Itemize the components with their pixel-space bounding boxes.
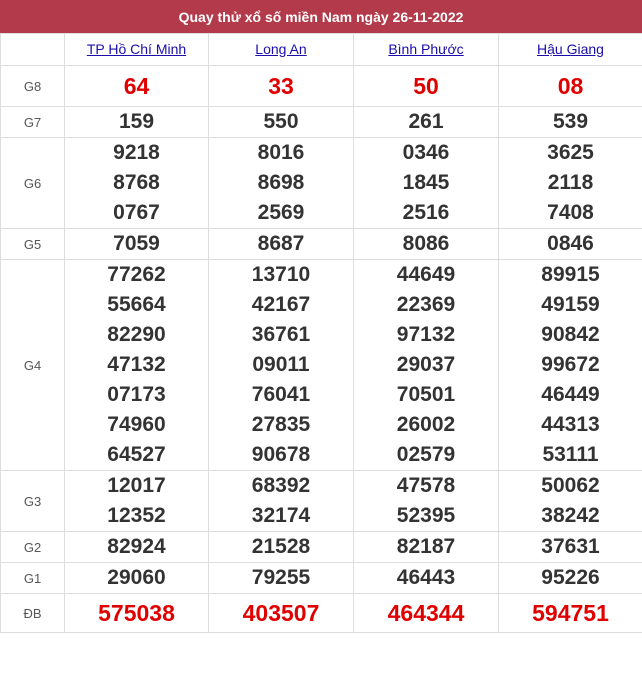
prize-row-g1 (1, 563, 642, 594)
prize-label: G5 (1, 229, 65, 260)
results-title: Quay thử xổ số miền Nam ngày 26-11-2022 (0, 0, 642, 33)
prize-number: 8698 (257, 171, 305, 194)
prize-number: 82290 (107, 323, 166, 346)
prize-number: 2516 (402, 201, 450, 224)
prize-number: 7059 (113, 232, 160, 255)
prize-number: 50062 (541, 474, 600, 497)
prize-number: 2118 (547, 171, 594, 194)
prize-number: 1845 (402, 171, 450, 194)
prize-number: 8687 (257, 232, 305, 255)
prize-number: 55664 (107, 293, 166, 316)
prize-row-g5 (1, 229, 642, 260)
prize-label: G8 (1, 66, 65, 107)
prize-number: 7408 (547, 201, 594, 224)
prize-row-g8 (1, 66, 642, 107)
prize-number: 64527 (107, 443, 166, 466)
prize-number: 64 (123, 73, 150, 99)
prize-number: 95226 (541, 566, 600, 589)
province-header-row (1, 34, 642, 66)
prize-number: 261 (408, 110, 444, 133)
prize-label: G4 (1, 260, 65, 471)
province-link-binh-phuoc[interactable]: Bình Phước (388, 40, 464, 57)
prize-number: 99672 (541, 353, 600, 376)
prize-number: 9218 (113, 141, 160, 164)
prize-number: 26002 (396, 413, 456, 436)
prize-row-g4 (1, 260, 642, 471)
prize-number: 539 (552, 110, 589, 133)
prize-number: 550 (263, 110, 299, 133)
corner-cell (1, 34, 65, 66)
prize-number: 44313 (541, 413, 600, 436)
prize-number: 82924 (107, 535, 166, 558)
prize-number: 08 (557, 73, 584, 99)
prize-number: 49159 (541, 293, 600, 316)
prize-number: 12352 (107, 504, 166, 527)
prize-number: 46443 (396, 566, 456, 589)
prize-number: 29060 (107, 566, 166, 589)
results-table (0, 33, 642, 633)
prize-number: 53111 (542, 443, 599, 466)
prize-number: 44649 (396, 263, 456, 286)
prize-number: 09011 (252, 353, 310, 376)
prize-label: G6 (1, 138, 65, 229)
prize-number: 29037 (396, 353, 456, 376)
prize-number: 47132 (107, 353, 166, 376)
special-prize-number: 575038 (98, 600, 175, 626)
prize-number: 159 (118, 110, 155, 133)
prize-number: 0346 (402, 141, 450, 164)
prize-number: 97132 (396, 323, 456, 346)
prize-number: 52395 (396, 504, 456, 527)
prize-number: 0767 (113, 201, 160, 224)
prize-number: 82187 (396, 535, 456, 558)
prize-number: 36761 (251, 323, 311, 346)
prize-row-g7 (1, 107, 642, 138)
prize-label: G7 (1, 107, 65, 138)
prize-number: 32174 (251, 504, 311, 527)
prize-number: 8016 (257, 141, 305, 164)
prize-label: ĐB (1, 594, 65, 633)
prize-number: 0846 (547, 232, 594, 255)
prize-label: G1 (1, 563, 65, 594)
prize-number: 8768 (113, 171, 160, 194)
prize-number: 47578 (396, 474, 456, 497)
prize-label: G2 (1, 532, 65, 563)
prize-number: 12017 (107, 474, 166, 497)
prize-number: 38242 (541, 504, 600, 527)
prize-number: 37631 (541, 535, 600, 558)
province-link-tp-ho-chi-minh[interactable]: TP Hồ Chí Minh (86, 40, 187, 57)
special-prize-number: 594751 (532, 600, 609, 626)
prize-number: 13710 (251, 263, 311, 286)
prize-row-g2 (1, 532, 642, 563)
special-prize-number: 464344 (387, 600, 465, 626)
prize-number: 70501 (396, 383, 456, 406)
prize-number: 46449 (541, 383, 600, 406)
prize-number: 02579 (396, 443, 456, 466)
prize-number: 07173 (107, 383, 166, 406)
prize-number: 77262 (107, 263, 166, 286)
prize-number: 3625 (547, 141, 594, 164)
prize-number: 90678 (251, 443, 311, 466)
prize-row-g3 (1, 471, 642, 532)
prize-number: 89915 (541, 263, 600, 286)
prize-number: 50 (413, 73, 439, 99)
prize-number: 2569 (257, 201, 305, 224)
province-link-hau-giang[interactable]: Hậu Giang (537, 40, 604, 57)
prize-number: 90842 (541, 323, 600, 346)
prize-row-special (1, 594, 642, 633)
prize-number: 21528 (251, 535, 311, 558)
prize-row-g6 (1, 138, 642, 229)
prize-number: 27835 (251, 413, 311, 436)
prize-label: G3 (1, 471, 65, 532)
prize-number: 8086 (402, 232, 450, 255)
prize-number: 74960 (107, 413, 166, 436)
prize-number: 33 (268, 73, 294, 99)
prize-number: 76041 (251, 383, 311, 406)
special-prize-number: 403507 (242, 600, 320, 626)
province-link-long-an[interactable]: Long An (255, 40, 307, 57)
prize-number: 22369 (396, 293, 456, 316)
prize-number: 42167 (251, 293, 311, 316)
prize-number: 79255 (251, 566, 311, 589)
prize-number: 68392 (251, 474, 311, 497)
